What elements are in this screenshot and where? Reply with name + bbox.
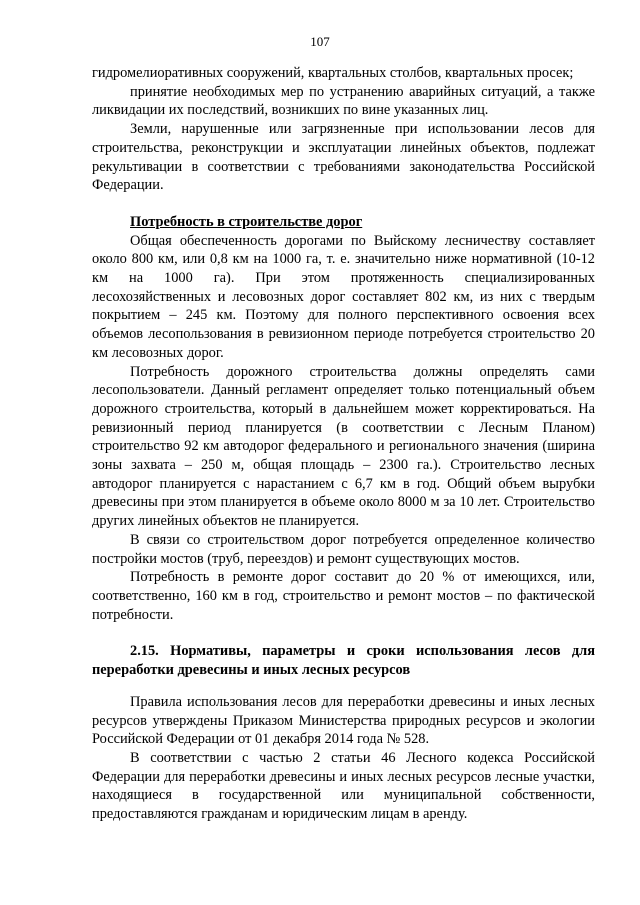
paragraph-hydro-structures: гидромелиоративных сооружений, квартальных столбов, квартальных просек;: [92, 65, 574, 81]
paragraph-emergency-measures: принятие необходимых мер по устранению аварийных ситуаций, а также ликвидации их последствий, возникших по вине указанных лиц.: [92, 83, 595, 119]
page-number: 107: [310, 34, 330, 49]
paragraph-bridges: В связи со строительством дорог потребуется определенное количество постройки мостов (труб, переездов) и ремонт существующих мостов.: [92, 531, 595, 567]
paragraph-road-provision: Общая обеспеченность дорогами по Выйскому лесничеству составляет около 800 км, или 0,8 км на 1000 га, т. е. значительно ниже нормативной (10-12 км на 1000 га). При этом протяженность специализированных лесохозяйственных и лесовозных дорог составляет 802 км, из них с твердым покрытием – 245 км. Поэтому для полного перспективного освоения всех объемов лесопользования в ревизионном периоде потребуется строительство 20 км лесовозных дорог.: [92, 232, 595, 361]
spacer: [92, 680, 595, 693]
paragraph-forest-code-article-46: В соответствии с частью 2 статьи 46 Лесного кодекса Российской Федерации для переработки древесины и иных лесных ресурсов лесные участки, находящиеся в государственной или муниципальной собственности, предоставляются гражданам и юридическим лицам в аренду.: [92, 749, 595, 823]
section-heading-2-15: 2.15. Нормативы, параметры и сроки использования лесов для переработки древесины и иных лесных ресурсов: [92, 643, 595, 679]
section-title-roads: Потребность в строительстве дорог: [130, 213, 363, 230]
spacer: [92, 624, 595, 642]
paragraph-road-construction: Потребность дорожного строительства должны определять сами лесопользователи. Данный регламент определяет только потенциальный объем дорожного строительства, который в дальнейшем может корректироваться. На ревизионный период планируется (в соответствии с Лесным Планом) строительство 92 км автодорог федерального и регионального значения (ширина зоны захвата – 250 м, общая площадь – 2300 га.). Строительство лесных автодорог планируется с нарастанием с 6,7 км в год. Общий объем вырубки древесины при этом планируется в объеме около 8000 м за 10 лет. Строительство других линейных объектов не планируется.: [92, 363, 595, 530]
paragraph-road-repair: Потребность в ремонте дорог составит до 20 % от имеющихся, или, соответственно, 160 км в год, строительство и ремонт мостов – по фактической потребности.: [92, 569, 595, 623]
paragraph-land-reclamation: Земли, нарушенные или загрязненные при использовании лесов для строительства, реконструкции и эксплуатации линейных объектов, подлежат рекультивации в соответствии с требованиями законодательства Российской Федерации.: [92, 121, 595, 194]
paragraph-processing-rules: Правила использования лесов для переработки древесины и иных лесных ресурсов утверждены Приказом Министерства природных ресурсов и экологии Российской Федерации от 01 декабря 2014 года № 528.: [92, 693, 595, 748]
page-body: [92, 64, 595, 824]
spacer: [92, 195, 595, 213]
